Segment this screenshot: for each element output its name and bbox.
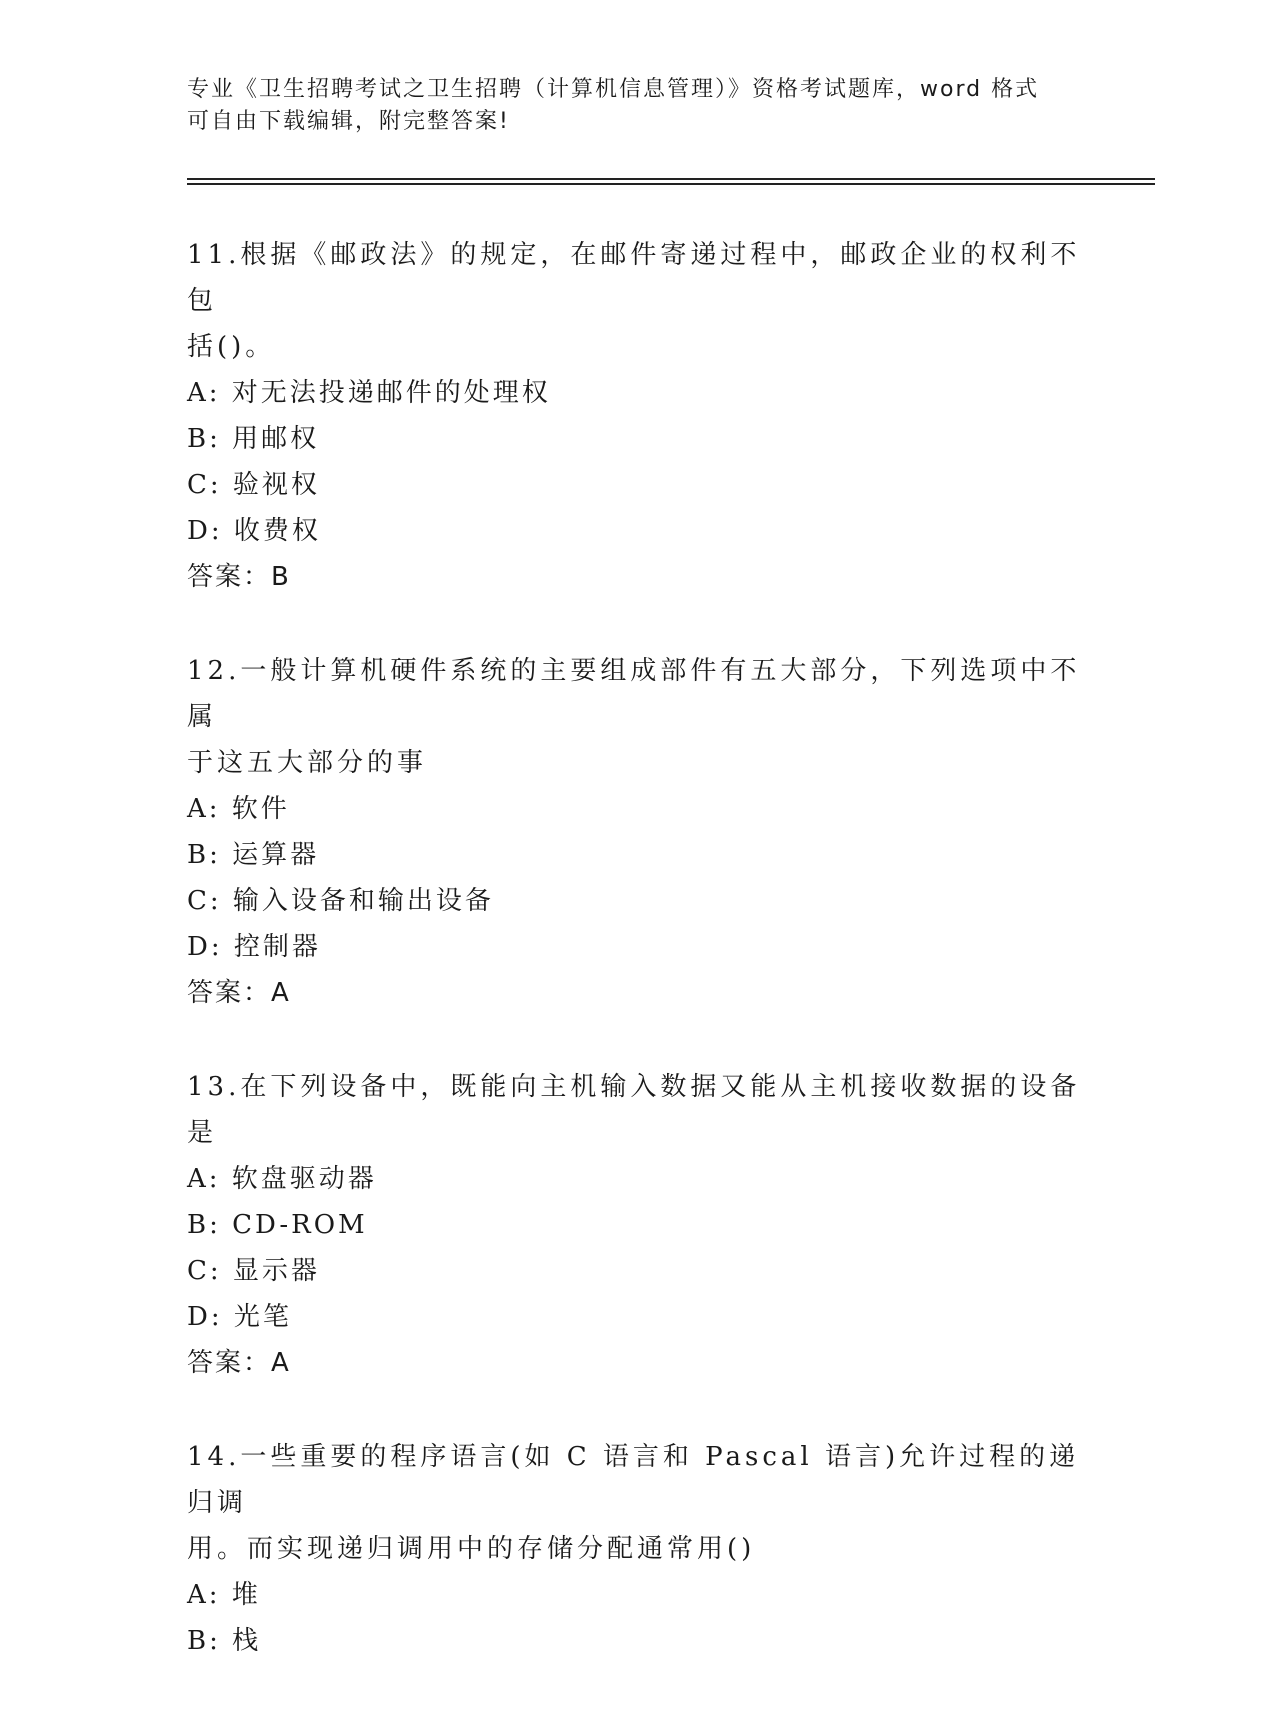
question-list	[187, 232, 1087, 1712]
question-stem: 14.一些重要的程序语言(如 C 语言和 Pascal 语言)允许过程的递归调	[187, 1442, 1080, 1518]
header-divider	[187, 178, 1155, 185]
question-13	[187, 1064, 1087, 1386]
option-d: D: 控制器	[187, 932, 321, 962]
option-c: C: 显示器	[187, 1256, 320, 1286]
option-c: C: 输入设备和输出设备	[187, 886, 494, 916]
option-a: A: 堆	[187, 1580, 261, 1610]
answer-line: 答案：A	[187, 978, 291, 1008]
question-12	[187, 648, 1087, 1016]
option-b: B: 用邮权	[187, 424, 320, 454]
header-line-1: 专业《卫生招聘考试之卫生招聘（计算机信息管理）》资格考试题库，word 格式	[187, 77, 1040, 102]
option-d: D: 收费权	[187, 516, 321, 546]
question-stem-continued: 括()。	[187, 332, 276, 362]
question-stem-continued: 用。而实现递归调用中的存储分配通常用()	[187, 1534, 756, 1564]
answer-line: 答案：B	[187, 562, 291, 592]
option-a: A: 软件	[187, 794, 290, 824]
option-b: B: CD-ROM	[187, 1210, 368, 1240]
answer-line: 答案：A	[187, 1348, 291, 1378]
question-stem-continued: 于这五大部分的事	[187, 748, 428, 778]
option-a: A: 对无法投递邮件的处理权	[187, 378, 551, 408]
option-b: B: 栈	[187, 1626, 262, 1656]
document-header	[187, 74, 1067, 138]
option-a: A: 软盘驱动器	[187, 1164, 377, 1194]
option-d: D: 光笔	[187, 1302, 292, 1332]
question-11	[187, 232, 1087, 600]
option-b: B: 运算器	[187, 840, 320, 870]
question-stem: 13.在下列设备中，既能向主机输入数据又能从主机接收数据的设备是	[187, 1072, 1081, 1148]
question-14	[187, 1434, 1087, 1664]
question-stem: 12.一般计算机硬件系统的主要组成部件有五大部分，下列选项中不属	[187, 656, 1081, 732]
header-line-2: 可自由下载编辑，附完整答案!	[187, 109, 510, 134]
option-c: C: 验视权	[187, 470, 320, 500]
question-stem: 11.根据《邮政法》的规定，在邮件寄递过程中，邮政企业的权利不包	[187, 240, 1081, 316]
